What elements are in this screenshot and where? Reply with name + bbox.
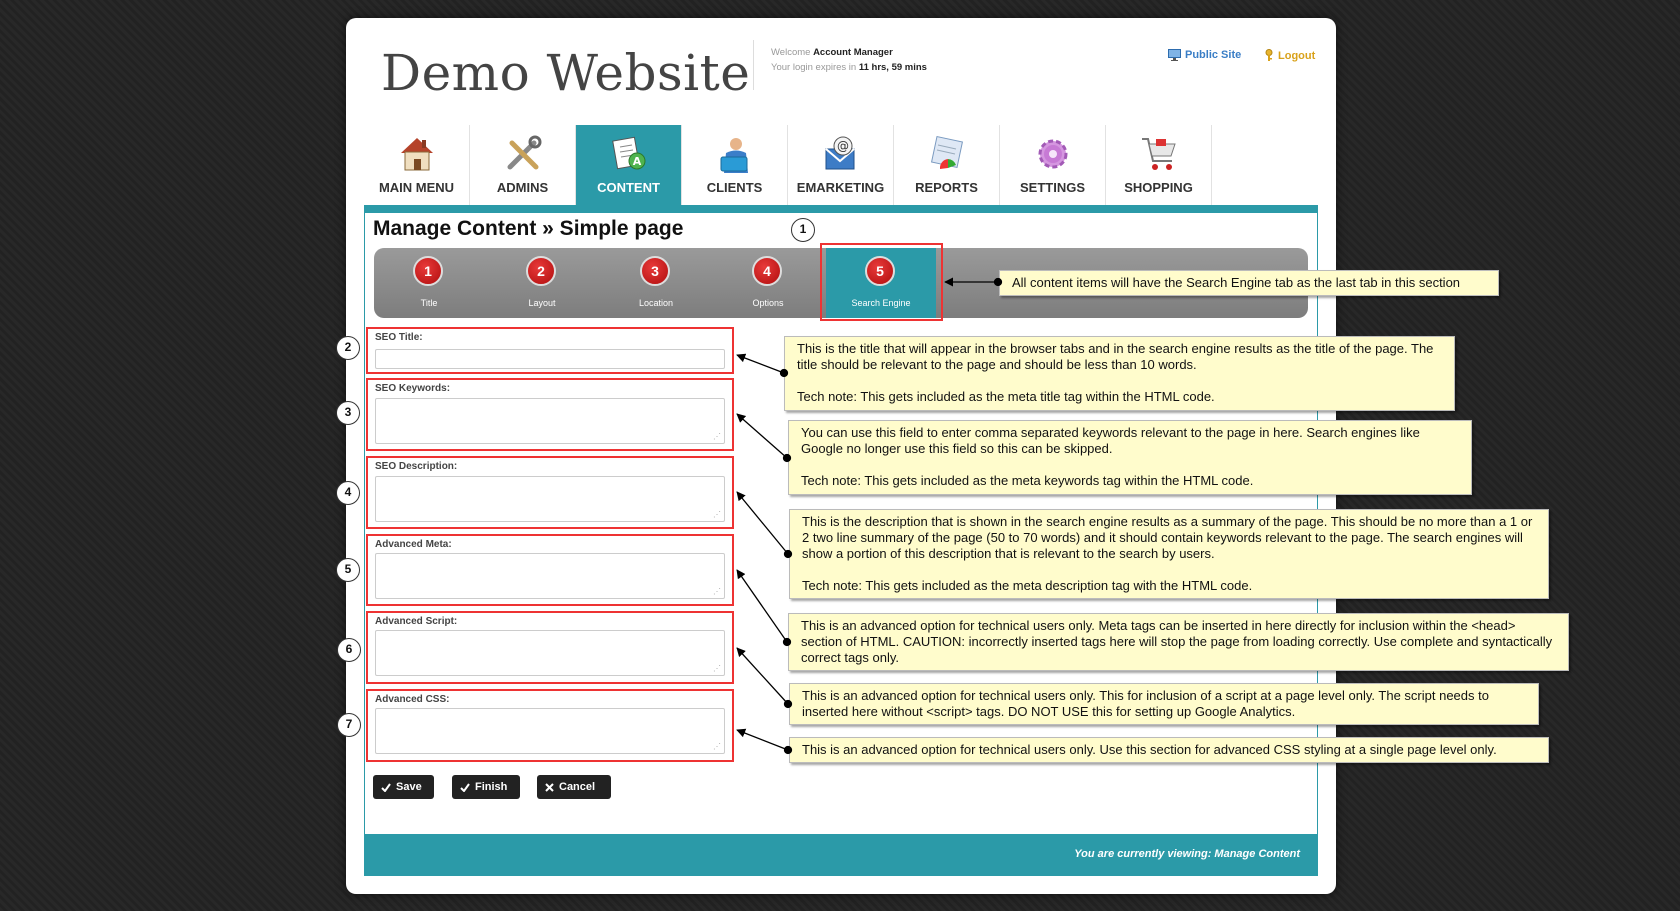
step-number: 5 xyxy=(865,256,895,286)
login-expiry-time: 11 hrs, 59 mins xyxy=(858,62,927,73)
check-icon xyxy=(381,783,391,792)
resize-handle[interactable]: ⋰ xyxy=(713,587,721,596)
note-tech: Tech note: This gets included as the meta keywords tag within the HTML code. xyxy=(801,473,1254,488)
note-text: You can use this field to enter comma separated keywords relevant to the page in here. Search engines like Google no longer use this field so this can be skipped. xyxy=(801,425,1420,456)
note-text: This is the description that is shown in the search engine results as a summary of the page. This should be no more than a 1 or 2 two line summary of the page (50 to 70 words) and it should contain keywords relevant to the page. The search engines will show a portion of this description that is relevant to the search by users. xyxy=(802,514,1533,561)
annotation-marker: 6 xyxy=(337,638,361,662)
page-title: Manage Content » Simple page xyxy=(373,217,684,240)
footer-bar xyxy=(364,834,1318,876)
tab-note: All content items will have the Search Engine tab as the last tab in this section xyxy=(999,270,1499,296)
annotation-marker: 7 xyxy=(337,713,361,737)
field-label: SEO Keywords: xyxy=(375,383,451,394)
welcome-user: Account Manager xyxy=(813,47,893,58)
finish-label: Finish xyxy=(475,781,508,793)
resize-handle[interactable]: ⋰ xyxy=(713,432,721,441)
step-number: 1 xyxy=(413,256,443,286)
advanced-css-note: This is an advanced option for technical users only. Use this section for advanced CSS styling at a single page level only. xyxy=(789,737,1549,763)
nav-label: CLIENTS xyxy=(706,180,763,195)
finish-button[interactable] xyxy=(452,775,520,799)
field-label: Advanced Script: xyxy=(375,616,458,627)
step-label: Layout xyxy=(528,298,556,308)
step-number: 4 xyxy=(752,256,782,286)
login-expiry-prefix: Your login expires in xyxy=(771,62,857,73)
check-icon xyxy=(460,783,470,792)
annotation-marker: 5 xyxy=(336,558,360,582)
svg-text:@: @ xyxy=(837,139,849,153)
step-label: Search Engine xyxy=(851,298,911,308)
step-label: Location xyxy=(638,298,674,308)
nav-label: REPORTS xyxy=(915,180,978,195)
field-label: Advanced CSS: xyxy=(375,694,450,705)
field-label: SEO Title: xyxy=(375,332,423,343)
note-text: This is the title that will appear in the browser tabs and in the search engine results as the title of the page. The title should be relevant to the page and should be less than 10 words. xyxy=(797,341,1434,372)
nav-label: EMARKETING xyxy=(796,180,885,195)
cancel-label: Cancel xyxy=(559,781,596,793)
step-label: Options xyxy=(752,298,784,308)
svg-text:A: A xyxy=(632,155,642,168)
nav-label: MAIN MENU xyxy=(378,180,455,195)
cancel-button[interactable] xyxy=(537,775,611,799)
public-site-label: Public Site xyxy=(1185,49,1242,61)
site-logo: Demo Website xyxy=(381,44,751,102)
logout-label: Logout xyxy=(1278,49,1316,62)
resize-handle[interactable]: ⋰ xyxy=(713,510,721,519)
welcome-prefix: Welcome xyxy=(771,47,811,58)
advanced-meta-note: This is an advanced option for technical users only. Meta tags can be inserted in here directly for inclusion within the <head> section of HTML. CAUTION: incorrectly inserted tags here will stop the page from loading correctly. Use complete and syntactically correct tags only. xyxy=(788,613,1569,671)
field-label: Advanced Meta: xyxy=(375,539,452,550)
annotation-marker: 3 xyxy=(336,401,360,425)
note-tech: Tech note: This gets included as the meta title tag within the HTML code. xyxy=(797,389,1215,404)
field-label: SEO Description: xyxy=(375,461,458,472)
save-button[interactable] xyxy=(373,775,434,799)
nav-label: SHOPPING xyxy=(1124,180,1193,195)
close-icon xyxy=(545,783,554,792)
nav-label: CONTENT xyxy=(597,180,660,195)
step-label: Title xyxy=(420,298,438,308)
footer-status: You are currently viewing: Manage Content xyxy=(1074,848,1300,860)
step-number: 3 xyxy=(640,256,670,286)
annotation-marker: 1 xyxy=(791,218,815,242)
nav-label: SETTINGS xyxy=(1019,180,1085,195)
note-tech: Tech note: This gets included as the meta description tag with the HTML code. xyxy=(802,578,1253,593)
resize-handle[interactable]: ⋰ xyxy=(713,664,721,673)
resize-handle[interactable]: ⋰ xyxy=(713,742,721,751)
nav-label: ADMINS xyxy=(496,180,549,195)
annotation-marker: 4 xyxy=(336,481,360,505)
step-number: 2 xyxy=(526,256,556,286)
advanced-script-note: This is an advanced option for technical users only. This for inclusion of a script at a page level only. The script needs to inserted here without <script> tags. DO NOT USE this for setting up Google Analytics. xyxy=(789,683,1539,725)
annotation-marker: 2 xyxy=(336,336,360,360)
save-label: Save xyxy=(396,781,422,793)
